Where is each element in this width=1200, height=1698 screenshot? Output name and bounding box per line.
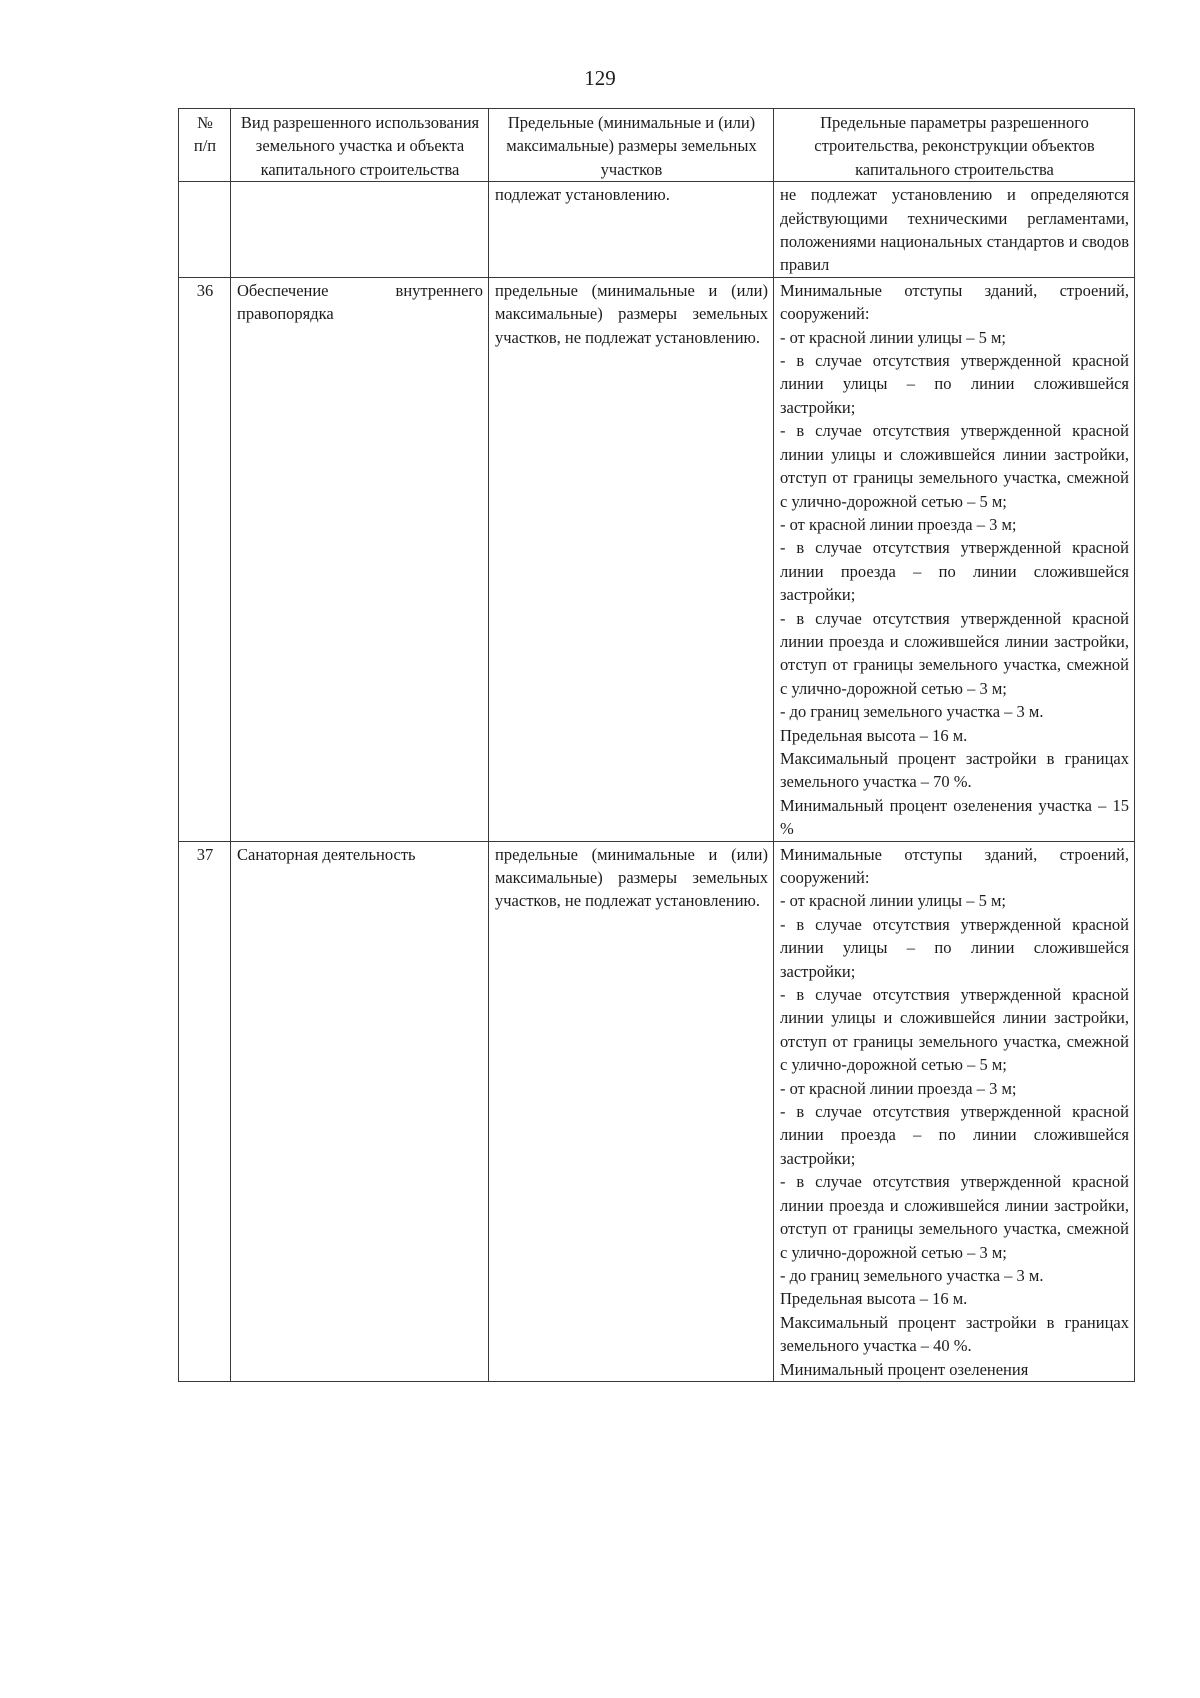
row-number xyxy=(179,182,231,278)
build-param-line: - от красной линии улицы – 5 м; xyxy=(780,327,1007,347)
build-param-line: - в случае отсутствия утвержденной красной линии улицы и сложившейся линии застройки, отступ от границы земельного участка, смежной с улично-дорожной сетью – 5 м; xyxy=(780,985,1129,1075)
table-row xyxy=(179,841,1135,1381)
build-param-line: - от красной линии улицы – 5 м; xyxy=(780,891,1007,911)
build-param-line: не подлежат установлению и определяются действующими техническими регламентами, положениями национальных стандартов и сводов правил xyxy=(780,185,1129,275)
build-param-line: Минимальные отступы зданий, строений, сооружений: xyxy=(780,844,1129,887)
header-build-params: Предельные параметры разрешенного строительства, реконструкции объектов капитального строительства xyxy=(774,109,1135,182)
build-param-line: Предельная высота – 16 м. xyxy=(780,725,968,745)
header-plot-sizes: Предельные (минимальные и (или) максимальные) размеры земельных участков xyxy=(489,109,774,182)
row-plot-sizes: подлежат установлению. xyxy=(489,182,774,278)
row-build-params xyxy=(774,277,1135,841)
build-param-line: - до границ земельного участка – 3 м. xyxy=(780,1265,1044,1285)
build-param-line: - в случае отсутствия утвержденной красной линии проезда и сложившейся линии застройки, отступ от границы земельного участка, смежной с улично-дорожной сетью – 3 м; xyxy=(780,608,1129,698)
row-number: 36 xyxy=(179,277,231,841)
header-number-label: № п/п xyxy=(193,113,217,156)
build-param-line: Предельная высота – 16 м. xyxy=(780,1289,968,1309)
header-use-type: Вид разрешенного использования земельного участка и объекта капитального строительства xyxy=(231,109,489,182)
land-use-table xyxy=(178,108,1135,1382)
build-param-line: - до границ земельного участка – 3 м. xyxy=(780,702,1044,722)
build-param-line: - от красной линии проезда – 3 м; xyxy=(780,514,1017,534)
table-row xyxy=(179,182,1135,278)
row-build-params xyxy=(774,182,1135,278)
table-row xyxy=(179,277,1135,841)
row-use-type: Санаторная деятельность xyxy=(231,841,489,1381)
row-build-params xyxy=(774,841,1135,1381)
row-plot-sizes: предельные (минимальные и (или) максимальные) размеры земельных участков, не подлежат установлению. xyxy=(489,841,774,1381)
build-param-line: - в случае отсутствия утвержденной красной линии проезда и сложившейся линии застройки, отступ от границы земельного участка, смежной с улично-дорожной сетью – 3 м; xyxy=(780,1172,1129,1262)
build-param-line: Минимальный процент озеленения xyxy=(780,1359,1029,1379)
build-param-line: Максимальный процент застройки в границах земельного участка – 70 %. xyxy=(780,748,1129,792)
row-number: 37 xyxy=(179,841,231,1381)
build-param-line: - в случае отсутствия утвержденной красной линии улицы и сложившейся линии застройки, отступ от границы земельного участка, смежной с улично-дорожной сетью – 5 м; xyxy=(780,421,1129,511)
build-param-line: - в случае отсутствия утвержденной красной линии проезда – по линии сложившейся застройки; xyxy=(780,538,1129,605)
build-param-line: Максимальный процент застройки в границах земельного участка – 40 %. xyxy=(780,1312,1129,1356)
build-param-line: Минимальный процент озеленения участка – 15 % xyxy=(780,795,1129,839)
page-number: 129 xyxy=(584,66,616,90)
build-param-line: - в случае отсутствия утвержденной красной линии улицы – по линии сложившейся застройки; xyxy=(780,351,1129,417)
build-param-line: Минимальные отступы зданий, строений, сооружений: xyxy=(780,280,1129,324)
build-param-line: - в случае отсутствия утвержденной красной линии проезда – по линии сложившейся застройки; xyxy=(780,1102,1129,1168)
row-use-type xyxy=(231,182,489,278)
build-param-line: - от красной линии проезда – 3 м; xyxy=(780,1078,1017,1098)
row-use-type: Обеспечение внутреннего правопорядка xyxy=(231,277,489,841)
table-header-row xyxy=(179,109,1135,182)
row-plot-sizes: предельные (минимальные и (или) максимальные) размеры земельных участков, не подлежат установлению. xyxy=(489,277,774,841)
header-number xyxy=(179,109,231,182)
build-param-line: - в случае отсутствия утвержденной красной линии улицы – по линии сложившейся застройки; xyxy=(780,914,1129,981)
